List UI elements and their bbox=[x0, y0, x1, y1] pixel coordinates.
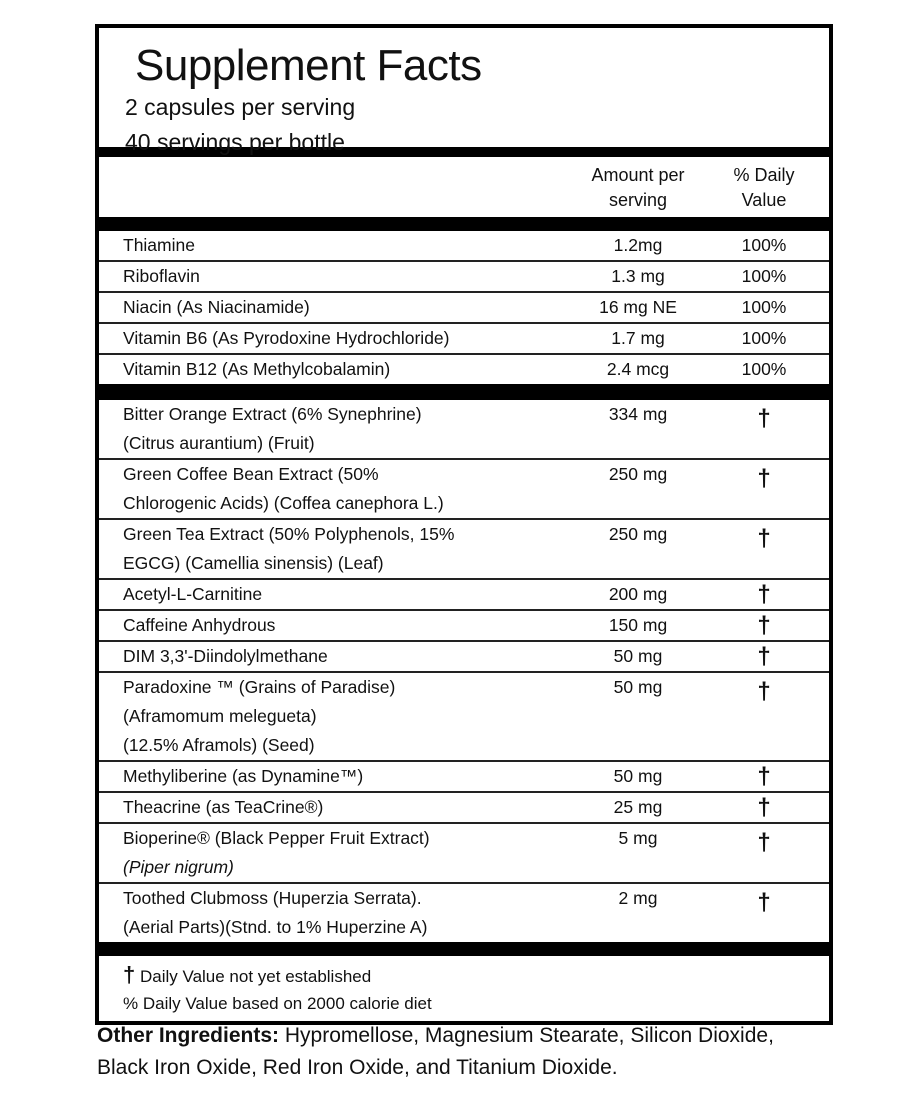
ingredient-amount: 250 mg bbox=[608, 524, 668, 544]
ingredient-amount: 2 mg bbox=[618, 888, 658, 908]
title-block bbox=[99, 28, 829, 155]
ingredient-name-line: Bioperine® (Black Pepper Fruit Extract) bbox=[123, 828, 430, 848]
ingredient-name bbox=[99, 793, 553, 822]
ingredient-row bbox=[99, 400, 829, 460]
ingredient-amount: 334 mg bbox=[608, 404, 668, 424]
panel-title: Supplement Facts bbox=[135, 41, 482, 90]
ingredient-name-line: (Piper nigrum) bbox=[123, 857, 234, 877]
vitamin-row bbox=[99, 355, 829, 384]
ingredient-name-line: Bitter Orange Extract (6% Synephrine) bbox=[123, 404, 422, 424]
vitamin-row bbox=[99, 262, 829, 293]
dagger-daily-value: † bbox=[757, 678, 771, 705]
divider-bar bbox=[99, 217, 829, 231]
ingredient-name bbox=[99, 673, 553, 760]
divider-bar bbox=[99, 384, 829, 400]
nutrient-name: Riboflavin bbox=[123, 266, 200, 286]
ingredient-name-line: Green Tea Extract (50% Polyphenols, 15% bbox=[123, 524, 455, 544]
ingredient-row bbox=[99, 580, 829, 611]
ingredient-row bbox=[99, 824, 829, 884]
nutrient-daily-value: 100% bbox=[741, 359, 787, 379]
footnotes bbox=[99, 956, 829, 1021]
ingredient-name-line: Theacrine (as TeaCrine®) bbox=[123, 797, 324, 817]
other-ingredients bbox=[97, 1020, 797, 1084]
ingredient-row bbox=[99, 611, 829, 642]
nutrient-daily-value: 100% bbox=[741, 297, 787, 317]
other-ingredients-text: Hypromellose, Magnesium Stearate, Silicon Dioxide, Black Iron Oxide, Red Iron Oxide, and Titanium Dioxide. bbox=[97, 1024, 774, 1079]
nutrient-daily-value: 100% bbox=[741, 235, 787, 255]
ingredient-amount: 200 mg bbox=[608, 584, 668, 604]
daily-value-header: % Daily Value bbox=[733, 165, 795, 210]
ingredient-row bbox=[99, 762, 829, 793]
dagger-daily-value: † bbox=[757, 889, 771, 916]
nutrient-amount: 2.4 mcg bbox=[606, 359, 670, 379]
servings-per-container: 40 servings per bottle bbox=[125, 129, 345, 155]
ingredient-row bbox=[99, 884, 829, 942]
nutrient-daily-value: 100% bbox=[741, 328, 787, 348]
supplement-facts-panel bbox=[95, 24, 833, 1025]
vitamin-row bbox=[99, 293, 829, 324]
ingredient-name-line: Paradoxine ™ (Grains of Paradise) bbox=[123, 677, 396, 697]
ingredients-table bbox=[99, 400, 829, 942]
ingredient-name bbox=[99, 824, 553, 882]
ingredient-row bbox=[99, 520, 829, 580]
ingredient-name-line: Chlorogenic Acids) (Coffea canephora L.) bbox=[123, 493, 444, 513]
ingredient-amount: 50 mg bbox=[613, 677, 663, 697]
dagger-daily-value: † bbox=[757, 465, 771, 492]
ingredient-row bbox=[99, 460, 829, 520]
dagger-daily-value: † bbox=[757, 405, 771, 432]
ingredient-name-line: Green Coffee Bean Extract (50% bbox=[123, 464, 379, 484]
ingredient-name-line: EGCG) (Camellia sinensis) (Leaf) bbox=[123, 553, 384, 573]
ingredient-name bbox=[99, 580, 553, 609]
ingredient-name bbox=[99, 460, 553, 518]
ingredient-amount: 50 mg bbox=[613, 766, 663, 786]
ingredient-amount: 250 mg bbox=[608, 464, 668, 484]
ingredient-name bbox=[99, 400, 553, 458]
nutrient-name: Vitamin B6 (As Pyrodoxine Hydrochloride) bbox=[123, 328, 450, 348]
ingredient-amount: 150 mg bbox=[608, 615, 668, 635]
column-header-row bbox=[99, 157, 829, 217]
vitamin-row bbox=[99, 231, 829, 262]
other-ingredients-label: Other Ingredients: bbox=[97, 1024, 280, 1047]
vitamins-table bbox=[99, 231, 829, 384]
nutrient-amount: 1.3 mg bbox=[611, 266, 665, 286]
ingredient-name bbox=[99, 520, 553, 578]
nutrient-name: Vitamin B12 (As Methylcobalamin) bbox=[123, 359, 391, 379]
ingredient-name-line: (Citrus aurantium) (Fruit) bbox=[123, 433, 315, 453]
ingredient-amount: 5 mg bbox=[618, 828, 658, 848]
vitamin-row bbox=[99, 324, 829, 355]
dagger-daily-value: † bbox=[757, 763, 771, 790]
nutrient-name: Thiamine bbox=[123, 235, 195, 255]
dagger-daily-value: † bbox=[757, 525, 771, 552]
ingredient-name-line: Acetyl-L-Carnitine bbox=[123, 584, 263, 604]
dagger-daily-value: † bbox=[757, 612, 771, 639]
dagger-daily-value: † bbox=[757, 643, 771, 670]
dagger-daily-value: † bbox=[757, 581, 771, 608]
divider-bar bbox=[99, 942, 829, 956]
ingredient-name bbox=[99, 611, 553, 640]
ingredient-row bbox=[99, 642, 829, 673]
nutrient-amount: 1.2mg bbox=[613, 235, 663, 255]
ingredient-amount: 50 mg bbox=[613, 646, 663, 666]
nutrient-name: Niacin (As Niacinamide) bbox=[123, 297, 310, 317]
ingredient-name-line: Caffeine Anhydrous bbox=[123, 615, 276, 635]
ingredient-row bbox=[99, 673, 829, 762]
dagger-symbol: † bbox=[123, 962, 136, 987]
ingredient-name-line: (Aerial Parts)(Stnd. to 1% Huperzine A) bbox=[123, 917, 428, 937]
dagger-note: Daily Value not yet established bbox=[139, 967, 372, 986]
ingredient-row bbox=[99, 793, 829, 824]
nutrient-daily-value: 100% bbox=[741, 266, 787, 286]
ingredient-name-line: (12.5% Aframols) (Seed) bbox=[123, 735, 315, 755]
dagger-daily-value: † bbox=[757, 794, 771, 821]
ingredient-amount: 25 mg bbox=[613, 797, 663, 817]
ingredient-name-line: Toothed Clubmoss (Huperzia Serrata). bbox=[123, 888, 422, 908]
dagger-daily-value: † bbox=[757, 829, 771, 856]
ingredient-name bbox=[99, 762, 553, 791]
ingredient-name-line: Methyliberine (as Dynamine™) bbox=[123, 766, 364, 786]
ingredient-name bbox=[99, 884, 553, 942]
ingredient-name-line: DIM 3,3'-Diindolylmethane bbox=[123, 646, 328, 666]
nutrient-amount: 16 mg NE bbox=[599, 297, 677, 317]
daily-value-note: % Daily Value based on 2000 calorie diet bbox=[123, 994, 432, 1013]
ingredient-name-line: (Aframomum melegueta) bbox=[123, 706, 317, 726]
amount-header: Amount per serving bbox=[591, 165, 685, 210]
serving-size: 2 capsules per serving bbox=[125, 94, 356, 120]
ingredient-name bbox=[99, 642, 553, 671]
nutrient-amount: 1.7 mg bbox=[611, 328, 665, 348]
